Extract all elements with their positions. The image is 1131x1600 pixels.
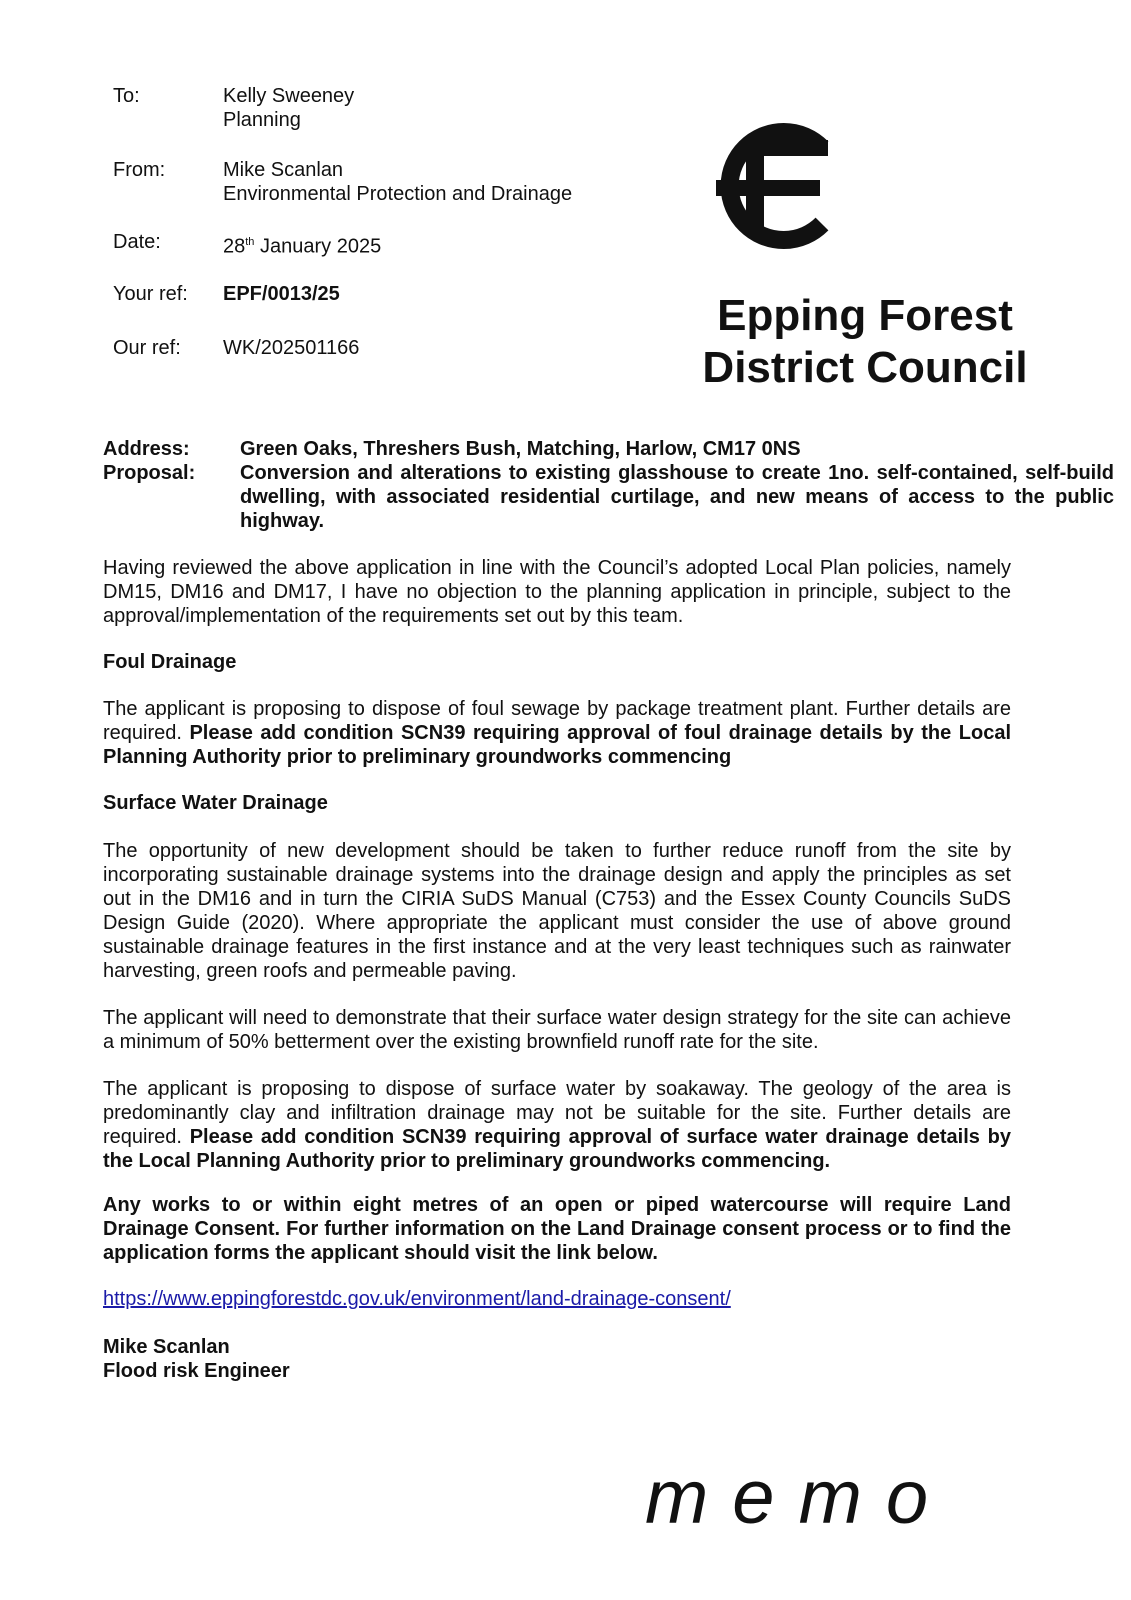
- from-name: Mike Scanlan: [223, 159, 344, 181]
- foul-drainage-paragraph: [103, 697, 1011, 769]
- memo-footer: memo: [645, 1455, 953, 1540]
- council-name: [690, 290, 1040, 394]
- to-name: Kelly Sweeney: [223, 85, 355, 107]
- your-ref-label: Your ref:: [113, 283, 188, 305]
- surface-water-heading: Surface Water Drainage: [103, 792, 328, 814]
- council-name-line1: Epping Forest: [717, 291, 1013, 340]
- council-logo-icon: [712, 118, 836, 254]
- address-value: Green Oaks, Threshers Bush, Matching, Harlow, CM17 0NS: [240, 438, 801, 460]
- date-day: 28: [223, 235, 246, 258]
- surface-water-paragraph-2: The applicant will need to demonstrate that their surface water design strategy for the site can achieve a minimum of 50% betterment over the existing brownfield runoff rate for the site.: [103, 1007, 1011, 1053]
- signature-title: Flood risk Engineer: [103, 1360, 290, 1382]
- surface-water-condition: Please add condition SCN39 requiring approval of surface water drainage details by the Local Planning Authority prior to preliminary groundworks commencing.: [103, 1126, 1011, 1172]
- foul-drainage-condition: Please add condition SCN39 requiring approval of foul drainage details by the Local Planning Authority prior to preliminary groundworks commencing: [103, 722, 1011, 768]
- date-suffix: th: [245, 236, 255, 248]
- proposal-value: Conversion and alterations to existing glasshouse to create 1no. self-contained, self-build dwelling, with associated residential curtilage, and new means of access to the public highway.: [240, 462, 1114, 532]
- to-label: To:: [113, 85, 140, 107]
- surface-water-paragraph-1: The opportunity of new development should be taken to further reduce runoff from the site by incorporating sustainable drainage systems into the drainage design and apply the principles as set out in the DM16 and in turn the CIRIA SuDS Manual (C753) and the Essex County Councils SuDS Design Guide (2020). Where appropriate the applicant must consider the use of above ground sustainable drainage features in the first instance and at the very least techniques such as rainwater harvesting, green roofs and permeable paving.: [103, 840, 1011, 982]
- from-department: Environmental Protection and Drainage: [223, 183, 573, 205]
- from-label: From:: [113, 159, 166, 181]
- logo-f-top-bar: [746, 140, 828, 156]
- address-label: Address:: [103, 438, 190, 460]
- council-name-line2: District Council: [702, 343, 1028, 392]
- date-label: Date:: [113, 231, 161, 253]
- our-ref-label: Our ref:: [113, 337, 181, 359]
- land-drainage-consent-link[interactable]: https://www.eppingforestdc.gov.uk/environment/land-drainage-consent/: [103, 1288, 731, 1310]
- intro-paragraph: Having reviewed the above application in line with the Council’s adopted Local Plan policies, namely DM15, DM16 and DM17, I have no objection to the planning application in principle, subject to the approval/implementation of the requirements set out by this team.: [103, 557, 1011, 627]
- surface-water-text: The applicant is proposing to dispose of surface water by soakaway. The geology of the area is predominantly clay and infiltration drainage may not be suitable for the site. Further details are required.: [103, 1078, 1011, 1148]
- proposal-label: Proposal:: [103, 462, 196, 484]
- foul-drainage-heading: Foul Drainage: [103, 651, 237, 673]
- our-ref-value: WK/202501166: [223, 337, 360, 359]
- date-month-year: January 2025: [254, 235, 382, 258]
- signature-name: Mike Scanlan: [103, 1336, 230, 1358]
- date-value: [223, 230, 381, 259]
- your-ref-value: EPF/0013/25: [223, 283, 340, 305]
- surface-water-paragraph-3: [103, 1077, 1011, 1173]
- logo-cross-bar: [716, 180, 764, 196]
- land-drainage-consent-paragraph: Any works to or within eight metres of an open or piped watercourse will require Land Drainage Consent. For further information on the Land Drainage consent process or to find the application forms the applicant should visit the link below.: [103, 1194, 1011, 1264]
- foul-drainage-text: The applicant is proposing to dispose of foul sewage by package treatment plant. Further details are required.: [103, 698, 1011, 744]
- to-department: Planning: [223, 109, 301, 131]
